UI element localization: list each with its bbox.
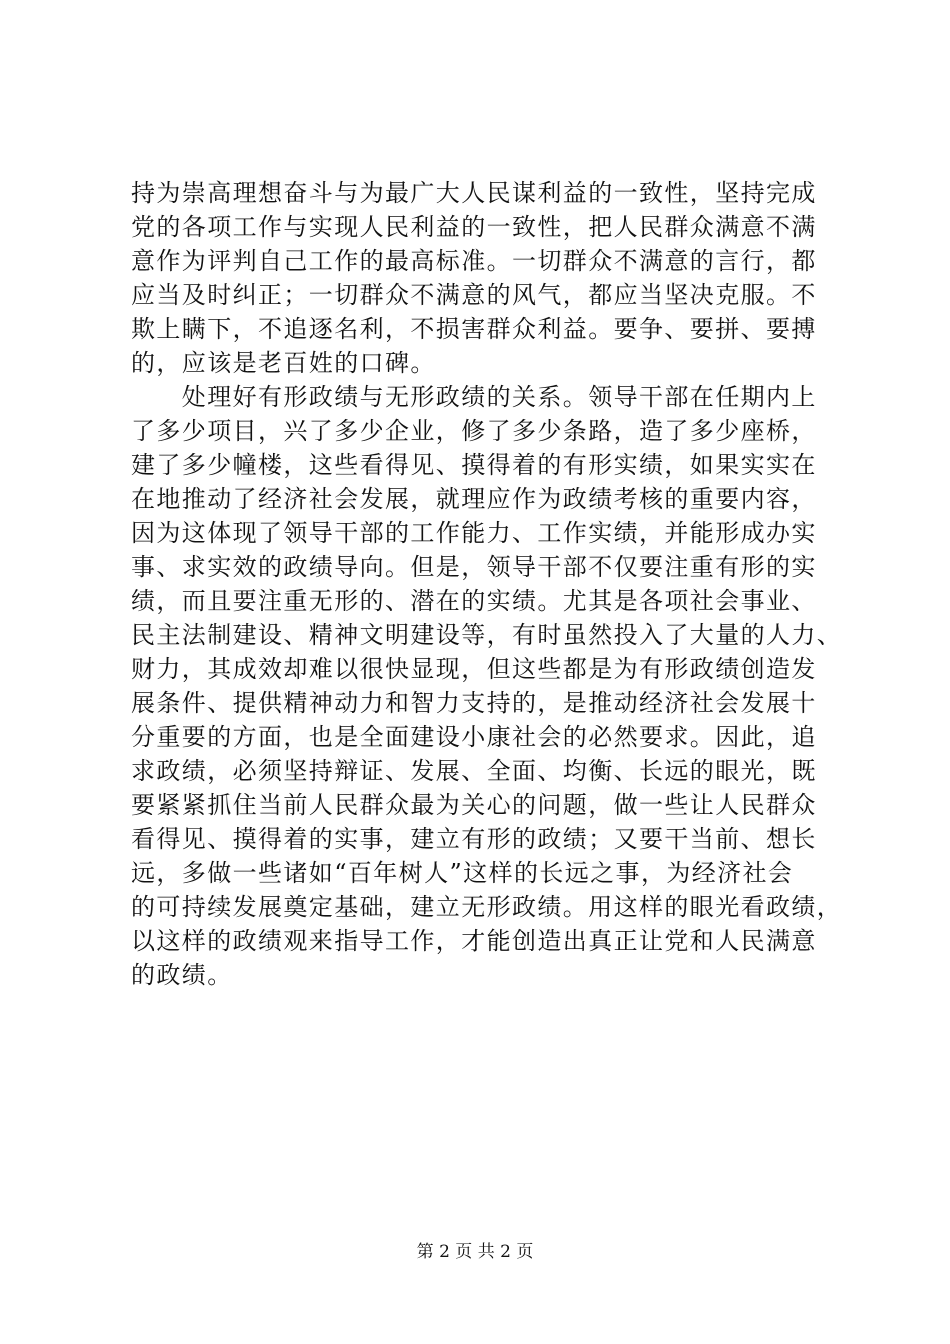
text-line: 事、求实效的政绩导向。但是，领导干部不仅要注重有形的实 [131, 553, 817, 581]
text-line: 欺上瞒下，不追逐名利，不损害群众利益。要争、要拼、要搏 [131, 315, 817, 343]
text-line: 意作为评判自己工作的最高标准。一切群众不满意的言行，都 [131, 247, 817, 275]
text-line: 民主法制建设、精神文明建设等，有时虽然投入了大量的人力、 [131, 621, 843, 649]
text-line: 看得见、摸得着的实事，建立有形的政绩；又要干当前、想长 [131, 825, 817, 853]
text-line: 因为这体现了领导干部的工作能力、工作实绩，并能形成办实 [131, 519, 817, 547]
text-line: 了多少项目，兴了多少企业，修了多少条路，造了多少座桥， [131, 417, 817, 445]
text-line: 远，多做一些诸如“百年树人”这样的长远之事，为经济社会 [131, 859, 794, 887]
page-number: 第 2 页 [416, 1242, 473, 1262]
text-line: 建了多少幢楼，这些看得见、摸得着的有形实绩，如果实实在 [131, 451, 817, 479]
text-line: 要紧紧抓住当前人民群众最为关心的问题，做一些让人民群众 [131, 791, 817, 819]
text-line: 党的各项工作与实现人民利益的一致性，把人民群众满意不满 [131, 213, 817, 241]
text-line: 的可持续发展奠定基础，建立无形政绩。用这样的眼光看政绩， [131, 893, 843, 921]
text-line: 的，应该是老百姓的口碑。 [131, 349, 436, 377]
page-footer [0, 1240, 950, 1264]
document-body [131, 176, 843, 992]
text-line: 绩，而且要注重无形的、潜在的实绩。尤其是各项社会事业、 [131, 587, 817, 615]
text-line: 求政绩，必须坚持辩证、发展、全面、均衡、长远的眼光，既 [131, 757, 817, 785]
text-line: 处理好有形政绩与无形政绩的关系。领导干部在任期内上 [131, 383, 817, 411]
text-line: 以这样的政绩观来指导工作，才能创造出真正让党和人民满意 [131, 927, 817, 955]
text-line: 应当及时纠正；一切群众不满意的风气，都应当坚决克服。不 [131, 281, 817, 309]
text-line: 展条件、提供精神动力和智力支持的，是推动经济社会发展十 [131, 689, 817, 717]
page-total: 共 2 页 [477, 1242, 534, 1262]
text-line: 在地推动了经济社会发展，就理应作为政绩考核的重要内容， [131, 485, 817, 513]
text-line: 财力，其成效却难以很快显现，但这些都是为有形政绩创造发 [131, 655, 817, 683]
text-line: 分重要的方面，也是全面建设小康社会的必然要求。因此，追 [131, 723, 817, 751]
text-line: 的政绩。 [131, 961, 233, 989]
text-line: 持为崇高理想奋斗与为最广大人民谋利益的一致性，坚持完成 [131, 179, 817, 207]
